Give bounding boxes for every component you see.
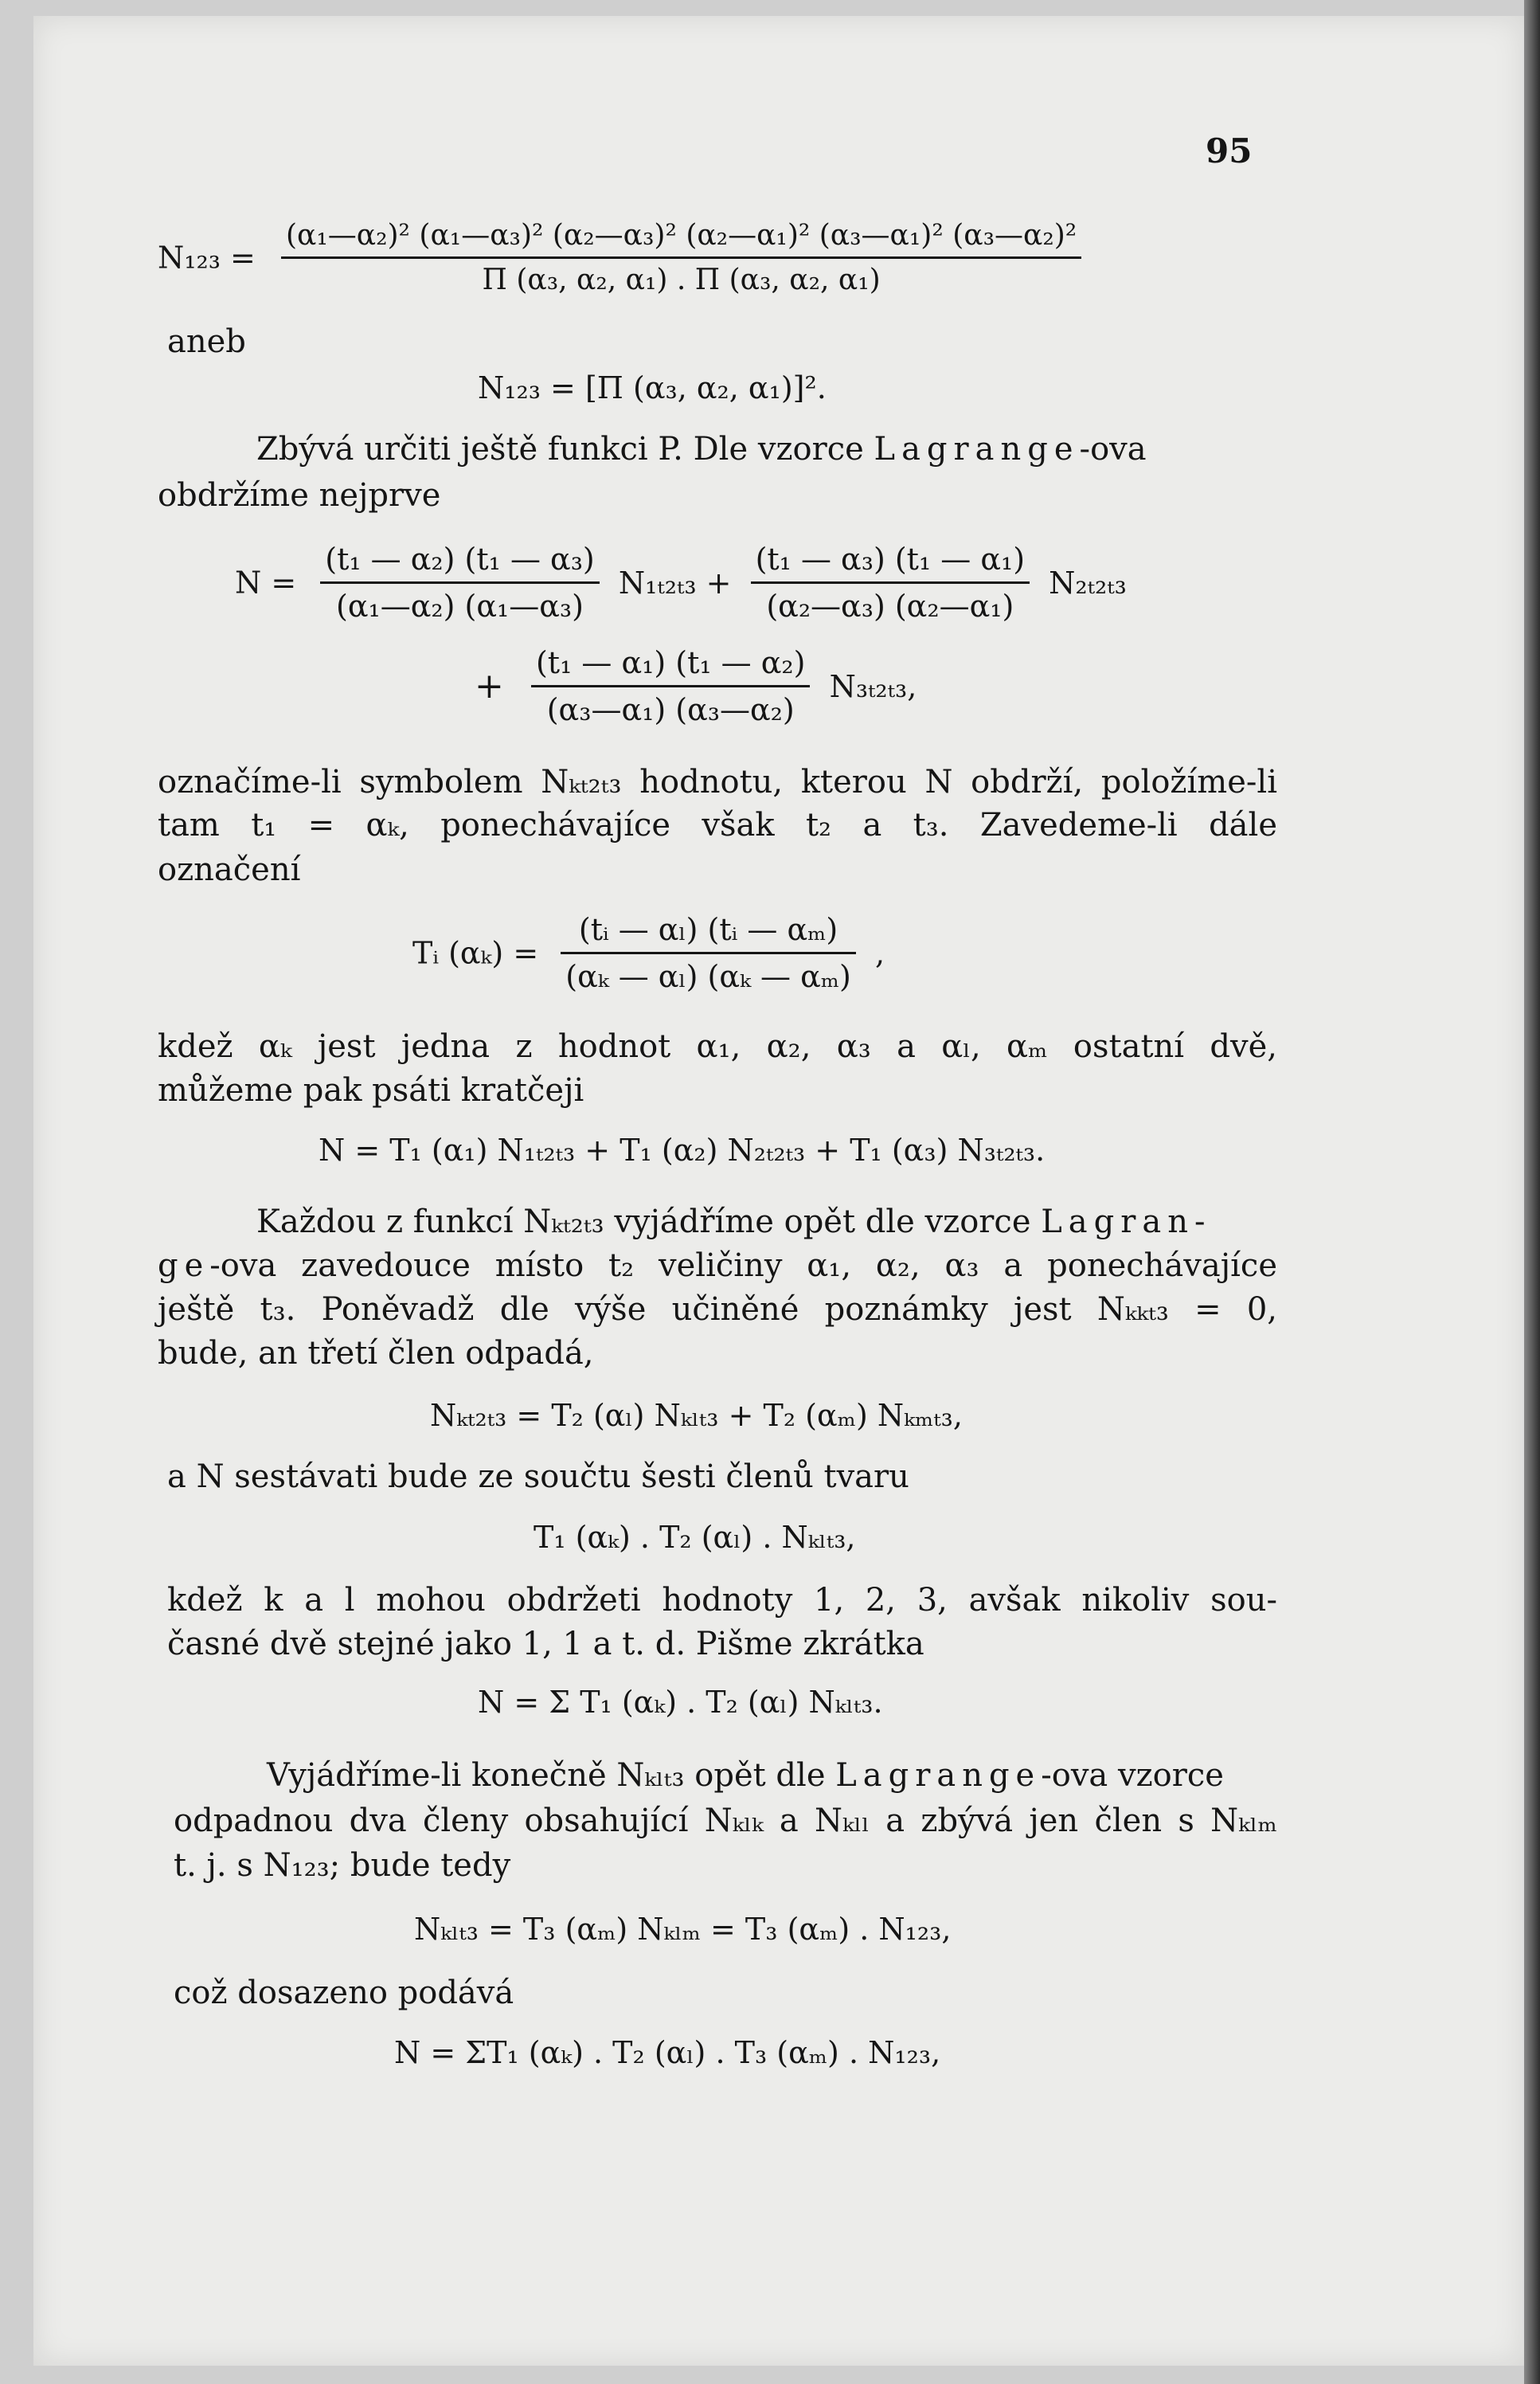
equation-3-plus: + [475,666,504,707]
equation-3-f2-denominator: (α₂—α₃) (α₂—α₁) [766,589,1014,624]
paragraph-8: což dosazeno podává [174,1975,514,2011]
paragraph-4-line-2 [158,1247,1277,1285]
paragraph-7-line-2: odpadnou dva členy obsahující Nₖₗₖ a Nₖₗₗ a zbývá jen člen s Nₖₗₘ [174,1803,1277,1839]
equation-9: Nₖₗₜ₃ = T₃ (αₘ) Nₖₗₘ = T₃ (αₘ) . N₁₂₃, [414,1912,952,1947]
name-lagrange-2b: ge [158,1247,210,1284]
name-lagrange-3: Lagrange [835,1757,1042,1794]
equation-10: N = ΣT₁ (αₖ) . T₂ (αₗ) . T₃ (αₘ) . N₁₂₃, [394,2035,941,2070]
paragraph-6-line-1: kdež k a l mohou obdržeti hodnoty 1, 2, 3, avšak nikoliv sou- [167,1582,1277,1619]
paragraph-4-line-4: bude, an třetí člen odpadá, [158,1335,594,1372]
equation-4-denominator: (αₖ — αₗ) (αₖ — αₘ) [565,959,851,994]
equation-1-fraction [281,219,1081,296]
equation-8: N = Σ T₁ (αₖ) . T₂ (αₗ) Nₖₗₜ₃. [478,1685,883,1720]
equation-3-f2-numerator: (t₁ — α₃) (t₁ — α₁) [751,542,1030,584]
equation-7: T₁ (αₖ) . T₂ (αₗ) . Nₖₗₜ₃, [534,1520,856,1555]
equation-3-fraction-2 [751,542,1030,624]
paragraph-1-line-1 [256,430,1277,468]
paragraph-1-line-1-post: -ova [1079,431,1147,468]
equation-1-lhs: N₁₂₃ = [158,240,256,276]
paragraph-2-line-3: označení [158,851,301,888]
equation-4-fraction [561,912,856,994]
equation-3-fraction-1 [320,542,600,624]
paragraph-3-line-1: kdež αₖ jest jedna z hodnot α₁, α₂, α₃ a αₗ, αₘ ostatní dvě, [158,1028,1277,1065]
paragraph-7-line-1-post: -ova vzorce [1041,1757,1224,1794]
equation-3-fraction-3 [531,645,811,727]
equation-3-row-2 [475,645,917,727]
equation-3-lhs: N = [235,565,297,601]
equation-3-f3-denominator: (α₃—α₁) (α₃—α₂) [546,692,795,727]
paragraph-5: a N sestávati bude ze součtu šesti členů tvaru [167,1458,909,1495]
name-lagrange-2a: Lagran- [1041,1204,1212,1240]
equation-4-lhs: Tᵢ (αₖ) = [412,935,539,971]
paragraph-7-line-3: t. j. s N₁₂₃; bude tedy [174,1847,511,1884]
equation-3-row-1 [235,542,1127,624]
equation-3-f3-numerator: (t₁ — α₁) (t₁ — α₂) [531,645,811,687]
equation-4-comma: , [874,935,885,971]
equation-3-f1-numerator: (t₁ — α₂) (t₁ — α₃) [320,542,600,584]
paragraph-1-line-1-pre: Zbývá určiti ještě funkci P. Dle vzorce [256,431,874,468]
equation-2: N₁₂₃ = [Π (α₃, α₂, α₁)]². [478,370,827,405]
paragraph-3-line-2: můžeme pak psáti kratčeji [158,1072,584,1109]
equation-5: N = T₁ (α₁) N₁ₜ₂ₜ₃ + T₁ (α₂) N₂ₜ₂ₜ₃ + T₁ (α₃) N₃ₜ₂ₜ₃. [319,1133,1046,1168]
equation-1-numerator: (α₁—α₂)² (α₁—α₃)² (α₂—α₃)² (α₂—α₁)² (α₃—α₁)² (α₃—α₂)² [281,219,1081,259]
equation-3-term-2: N₂ₜ₂ₜ₃ [1049,565,1127,601]
paragraph-4-line-2-post: -ova zavedouce místo t₂ veličiny α₁, α₂, α₃ a ponechávajíce [209,1247,1277,1284]
paragraph-7-line-1 [267,1756,1277,1795]
equation-4-numerator: (tᵢ — αₗ) (tᵢ — αₘ) [561,912,856,954]
equation-1-denominator: Π (α₃, α₂, α₁) . Π (α₃, α₂, α₁) [482,264,881,296]
equation-4 [412,912,885,994]
paragraph-2-line-2: tam t₁ = αₖ, ponechávajíce však t₂ a t₃. Zavedeme-li dále [158,807,1277,844]
equation-6: Nₖₜ₂ₜ₃ = T₂ (αₗ) Nₖₗₜ₃ + T₂ (αₘ) Nₖₘₜ₃, [430,1398,963,1433]
paragraph-2-line-1: označíme-li symbolem Nₖₜ₂ₜ₃ hodnotu, kterou N obdrží, položíme-li [158,764,1277,801]
paragraph-4-line-3: ještě t₃. Poněvadž dle výše učiněné poznámky jest Nₖₖₜ₃ = 0, [158,1291,1277,1328]
text-aneb: aneb [167,323,246,360]
equation-3-term-1: N₁ₜ₂ₜ₃ + [618,565,732,601]
paragraph-7-line-1-pre: Vyjádříme-li konečně Nₖₗₜ₃ opět dle [267,1757,836,1794]
paragraph-4-line-1-pre: Každou z funkcí Nₖₜ₂ₜ₃ vyjádříme opět dle vzorce [256,1204,1042,1240]
equation-1 [158,219,1081,296]
equation-3-f1-denominator: (α₁—α₂) (α₁—α₃) [336,589,584,624]
page-number: 95 [1206,131,1253,170]
paragraph-4-line-1 [256,1203,1277,1241]
paragraph-1-line-2: obdržíme nejprve [158,477,441,514]
equation-3-term-3: N₃ₜ₂ₜ₃, [829,668,917,704]
name-lagrange-1: Lagrange [874,431,1080,468]
paragraph-6-line-2: časné dvě stejné jako 1, 1 a t. d. Pišme zkrátka [167,1626,924,1662]
